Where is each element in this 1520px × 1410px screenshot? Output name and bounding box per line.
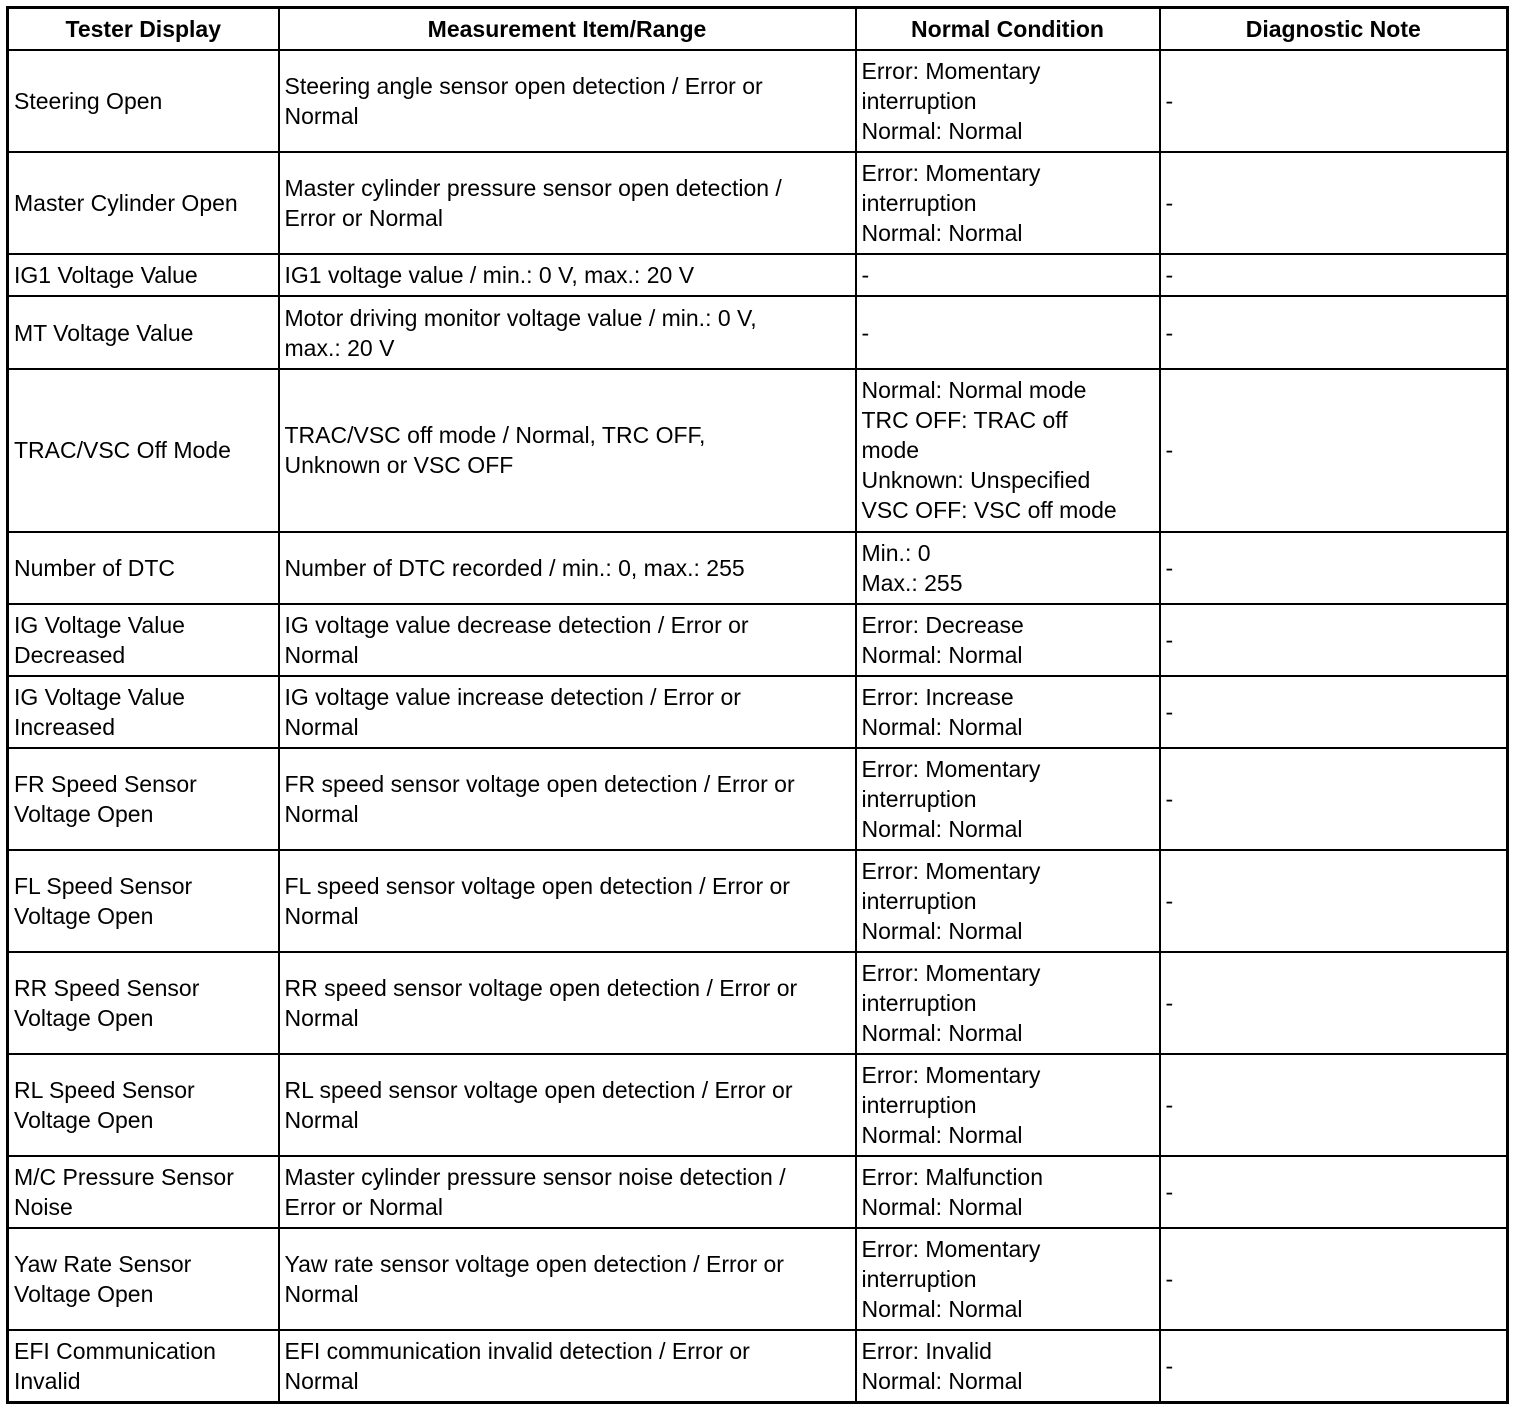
table-row (8, 952, 1508, 1054)
cell-diagnostic-note: - (1160, 296, 1508, 369)
cell-normal-condition: Error: Decrease Normal: Normal (856, 604, 1160, 676)
cell-normal-condition: - (856, 254, 1160, 296)
cell-diagnostic-note: - (1160, 152, 1508, 254)
cell-normal-condition: Normal: Normal mode TRC OFF: TRAC off mode Unknown: Unspecified VSC OFF: VSC off mode (856, 369, 1160, 531)
cell-diagnostic-note: - (1160, 850, 1508, 952)
header-measurement-item: Measurement Item/Range (279, 8, 856, 51)
cell-tester-display: MT Voltage Value (8, 296, 279, 369)
table-row (8, 850, 1508, 952)
cell-diagnostic-note: - (1160, 369, 1508, 531)
cell-tester-display: Master Cylinder Open (8, 152, 279, 254)
table-row (8, 532, 1508, 604)
cell-tester-display: EFI Communication Invalid (8, 1330, 279, 1402)
cell-measurement-item: RL speed sensor voltage open detection / Error or Normal (279, 1054, 856, 1156)
cell-measurement-item: FL speed sensor voltage open detection / Error or Normal (279, 850, 856, 952)
cell-tester-display: RL Speed Sensor Voltage Open (8, 1054, 279, 1156)
cell-normal-condition: Error: Malfunction Normal: Normal (856, 1156, 1160, 1228)
cell-tester-display: FR Speed Sensor Voltage Open (8, 748, 279, 850)
cell-measurement-item: Motor driving monitor voltage value / min.: 0 V, max.: 20 V (279, 296, 856, 369)
cell-measurement-item: EFI communication invalid detection / Error or Normal (279, 1330, 856, 1402)
cell-normal-condition: Error: Momentary interruption Normal: Normal (856, 152, 1160, 254)
table-row (8, 1054, 1508, 1156)
cell-measurement-item: Master cylinder pressure sensor noise detection / Error or Normal (279, 1156, 856, 1228)
table-row (8, 296, 1508, 369)
cell-tester-display: RR Speed Sensor Voltage Open (8, 952, 279, 1054)
header-row (8, 8, 1508, 51)
cell-diagnostic-note: - (1160, 676, 1508, 748)
cell-normal-condition: Error: Momentary interruption Normal: Normal (856, 850, 1160, 952)
cell-diagnostic-note: - (1160, 604, 1508, 676)
cell-tester-display: M/C Pressure Sensor Noise (8, 1156, 279, 1228)
table-row (8, 1228, 1508, 1330)
header-diagnostic-note: Diagnostic Note (1160, 8, 1508, 51)
table-row (8, 50, 1508, 152)
table-row (8, 254, 1508, 296)
cell-diagnostic-note: - (1160, 50, 1508, 152)
table-row (8, 676, 1508, 748)
cell-diagnostic-note: - (1160, 952, 1508, 1054)
data-list-table (6, 6, 1509, 1404)
cell-measurement-item: FR speed sensor voltage open detection / Error or Normal (279, 748, 856, 850)
cell-measurement-item: IG1 voltage value / min.: 0 V, max.: 20 V (279, 254, 856, 296)
cell-diagnostic-note: - (1160, 532, 1508, 604)
cell-measurement-item: RR speed sensor voltage open detection / Error or Normal (279, 952, 856, 1054)
table-row (8, 369, 1508, 531)
header-tester-display: Tester Display (8, 8, 279, 51)
cell-tester-display: TRAC/VSC Off Mode (8, 369, 279, 531)
table-row (8, 1330, 1508, 1402)
cell-diagnostic-note: - (1160, 1330, 1508, 1402)
cell-diagnostic-note: - (1160, 748, 1508, 850)
table-row (8, 1156, 1508, 1228)
cell-diagnostic-note: - (1160, 1054, 1508, 1156)
cell-tester-display: IG1 Voltage Value (8, 254, 279, 296)
cell-tester-display: Steering Open (8, 50, 279, 152)
cell-measurement-item: Steering angle sensor open detection / Error or Normal (279, 50, 856, 152)
cell-measurement-item: Yaw rate sensor voltage open detection / Error or Normal (279, 1228, 856, 1330)
cell-tester-display: IG Voltage Value Decreased (8, 604, 279, 676)
cell-measurement-item: Number of DTC recorded / min.: 0, max.: 255 (279, 532, 856, 604)
header-normal-condition: Normal Condition (856, 8, 1160, 51)
cell-tester-display: Yaw Rate Sensor Voltage Open (8, 1228, 279, 1330)
cell-normal-condition: - (856, 296, 1160, 369)
cell-normal-condition: Error: Momentary interruption Normal: Normal (856, 748, 1160, 850)
table-row (8, 748, 1508, 850)
cell-diagnostic-note: - (1160, 1156, 1508, 1228)
cell-normal-condition: Error: Invalid Normal: Normal (856, 1330, 1160, 1402)
cell-tester-display: IG Voltage Value Increased (8, 676, 279, 748)
cell-normal-condition: Error: Increase Normal: Normal (856, 676, 1160, 748)
cell-normal-condition: Error: Momentary interruption Normal: Normal (856, 952, 1160, 1054)
table-row (8, 604, 1508, 676)
cell-tester-display: FL Speed Sensor Voltage Open (8, 850, 279, 952)
cell-measurement-item: IG voltage value decrease detection / Error or Normal (279, 604, 856, 676)
cell-normal-condition: Error: Momentary interruption Normal: Normal (856, 1054, 1160, 1156)
cell-diagnostic-note: - (1160, 1228, 1508, 1330)
cell-normal-condition: Min.: 0 Max.: 255 (856, 532, 1160, 604)
cell-diagnostic-note: - (1160, 254, 1508, 296)
cell-normal-condition: Error: Momentary interruption Normal: Normal (856, 1228, 1160, 1330)
cell-measurement-item: TRAC/VSC off mode / Normal, TRC OFF, Unknown or VSC OFF (279, 369, 856, 531)
cell-measurement-item: Master cylinder pressure sensor open detection / Error or Normal (279, 152, 856, 254)
cell-normal-condition: Error: Momentary interruption Normal: Normal (856, 50, 1160, 152)
cell-measurement-item: IG voltage value increase detection / Error or Normal (279, 676, 856, 748)
cell-tester-display: Number of DTC (8, 532, 279, 604)
table-row (8, 152, 1508, 254)
